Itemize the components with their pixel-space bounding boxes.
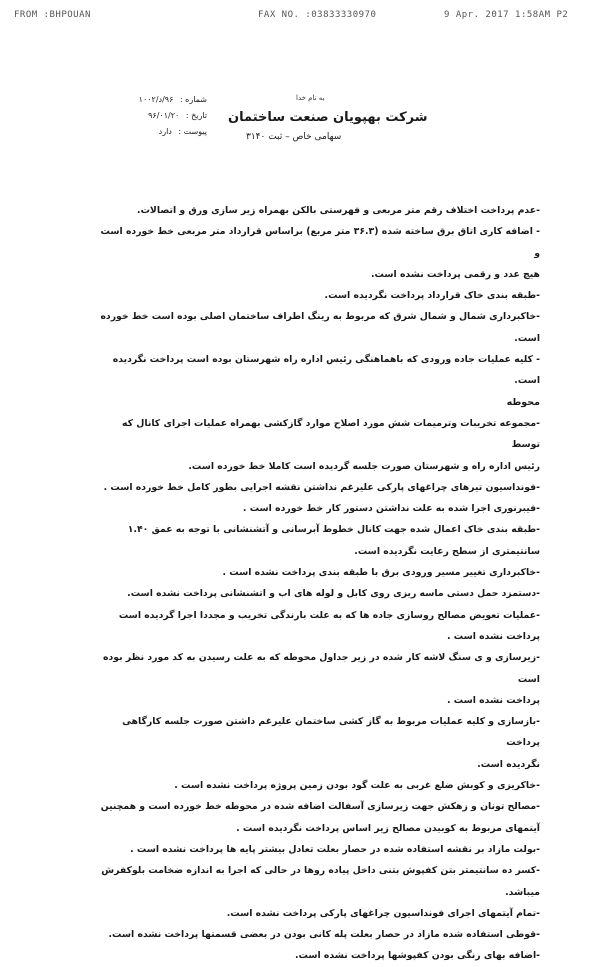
body-line: -قوطی استفاده شده مازاد در حصار بعلت پله کانی بودن در بعضی قسمتها پرداخت نشده است. (108, 929, 540, 941)
fax-header (14, 10, 574, 24)
body-line: -بولت مازاد بر نقشه استفاده شده در حصار بعلت تعادل بیشتر پایه ها پرداخت نشده است . (130, 843, 540, 855)
body-line: پرداخت نشده است . (447, 694, 540, 706)
body-line: آیتمهای مربوط به کوبیدن مصالح زیر اساس پرداخت نگردیده است . (236, 822, 540, 834)
letter-number-value: ۹۶/د/۱۰۰۲ (138, 95, 174, 104)
section-heading: محوطه (506, 396, 540, 408)
body-line: -مجموعه تخریبات وترمیمات شش مورد اصلاح موارد گازکشی بهمراه عملیات اجرای کانال که توسط (121, 417, 540, 451)
body-line: -تمام آیتمهای اجرای فونداسیون چراغهای پارکی پرداخت نشده است. (226, 907, 540, 919)
body-line: -دستمزد حمل دستی ماسه ریزی روی کابل و لوله های اب و اتشنشانی پرداخت نشده است. (127, 588, 540, 600)
body-line: -خاکبرداری تغییر مسیر ورودی برق با طبقه بندی پرداخت نشده است . (222, 567, 540, 579)
letter-date (112, 112, 207, 120)
company-registration: سهامی خاص – ثبت ۳۱۴۰ (246, 132, 342, 142)
body-line: میباشد. (505, 886, 540, 898)
body-line: -فونداسیون تیرهای چراغهای پارکی علیرغم نداشتن نقشه اجرایی بطور کامل خط خورده است . (103, 481, 540, 493)
basmala: به نام خدا (296, 94, 325, 102)
body-line: -کسر ده سانتیمتر بتن کفپوش بتنی داخل پیاده روها در حالی که اجرا به اندازه ضخامت بلوکفرش (101, 865, 540, 877)
body-line: -بازسازی و کلیه عملیات مربوط به گاز کشی ساختمان علیرغم داشتن صورت جلسه کارگاهی پرداخت (122, 716, 540, 749)
letter-attachment-label: پیوست : (178, 127, 207, 136)
letter-date-label: تاریخ : (185, 111, 207, 120)
body-line: -طبقه بندی خاک قرارداد پرداخت نگردیده است. (324, 290, 540, 302)
fax-number: FAX NO. :03833330970 (258, 10, 377, 20)
body-line: هیچ عدد و رقمی پرداخت نشده است. (371, 268, 540, 280)
body-line: رئیس اداره راه و شهرستان صورت جلسه گردیده است کاملا خط خورده است. (188, 460, 540, 472)
letter-meta (112, 96, 207, 144)
body-line: -عدم پرداخت اختلاف رقم متر مربعی و فهرستی بالکن بهمراه زیر سازی ورق و اتصالات. (137, 205, 540, 216)
body-line: -طبقه بندی خاک اعمال شده جهت کانال خطوط آبرسانی و آتشنشانی با توجه به عمق ۱.۴۰ (127, 524, 540, 536)
body-line: -خاکریزی و کوبش ضلع غربی به علت گود بودن زمین پروژه پرداخت نشده است . (174, 780, 540, 792)
letter-date-value: ۹۶/۰۱/۲۰ (148, 111, 180, 120)
body-line: -مصالح تونان و زهکش جهت زیرسازی آسفالت اضافه شده در محوطه خط خورده است و همچنین (100, 801, 540, 813)
body-line: -فیبرنوری اجرا شده به علت نداشتن دستور کار خط خورده است . (242, 503, 540, 515)
letterhead (0, 94, 614, 174)
body-line: - کلیه عملیات جاده ورودی که باهماهنگی رئیس اداره راه شهرستان بوده است پرداخت نگردیده است. (112, 354, 540, 387)
fax-from: FROM :BHPOUAN (14, 10, 91, 20)
letter-body (96, 200, 540, 967)
body-line: -خاکبرداری شمال و شمال شرق که مربوط به رینگ اطراف ساختمان اصلی بوده است خط خورده است. (100, 311, 540, 344)
body-line: -زیرسازی و ی سنگ لاشه کار شده در زیر جداول محوطه که به علت رسیدن به کد مورد نظر بوده است (102, 652, 540, 685)
body-line: - اضافه کاری اتاق برق ساخته شده (۳۶.۳ متر مربع) براساس قرارداد متر مربعی خط خورده است و (100, 226, 540, 259)
letter-attachment-value: دارد (158, 127, 172, 136)
letter-number-label: شماره : (179, 95, 207, 104)
fax-date: 9 Apr. 2017 1:58AM P2 (444, 10, 569, 20)
letter-attachment (112, 128, 207, 136)
letter-number (112, 96, 207, 104)
body-line: پرداخت نشده است . (447, 630, 540, 642)
body-line: -عملیات تعویض مصالح روسازی جاده ها که به علت بارندگی تخریب و مجددا اجرا گردیده است (118, 609, 540, 621)
body-line: نگردیده است. (477, 758, 540, 770)
company-name: شرکت بهپویان صنعت ساختمان (228, 110, 428, 125)
body-line: سانتیمتری از سطح رعایت نگردیده است. (354, 545, 540, 557)
body-line: -اضافه بهای رنگی بودن کفپوشها پرداخت نشده است. (294, 950, 540, 962)
